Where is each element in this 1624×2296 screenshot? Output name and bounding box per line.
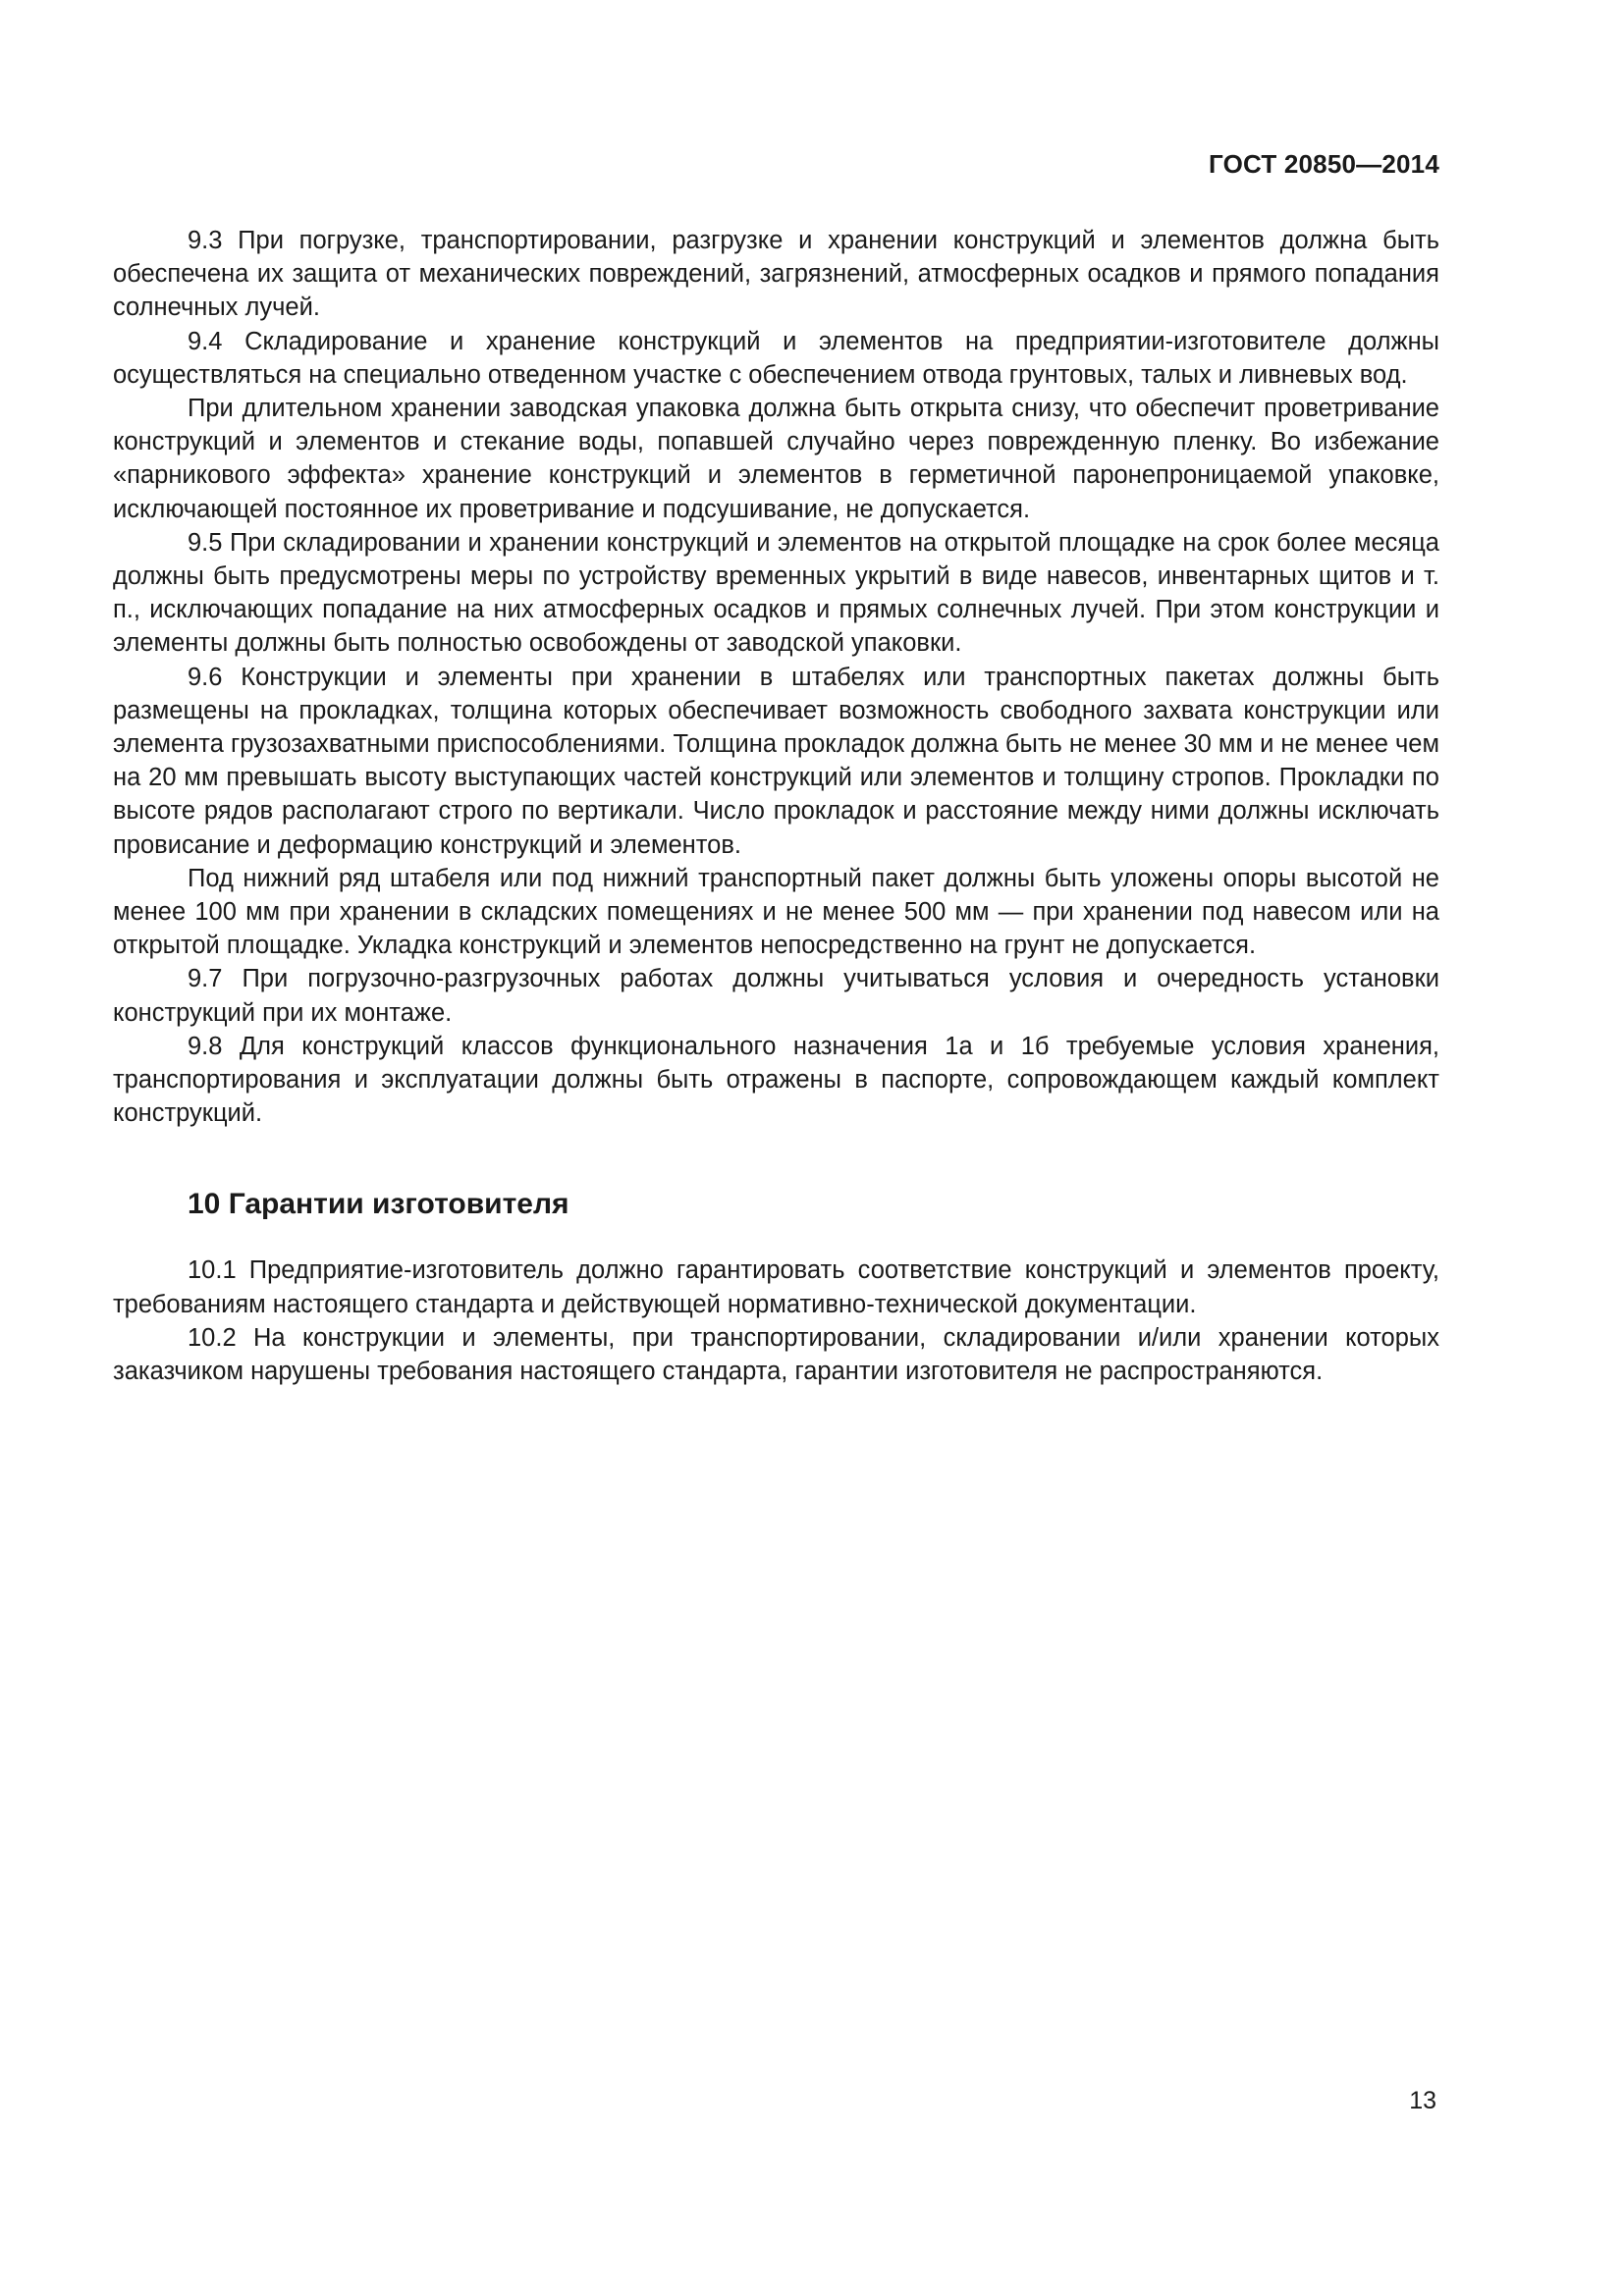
document-body: [113, 224, 1439, 1388]
section-9: [113, 224, 1439, 1130]
paragraph-10-1: 10.1 Предприятие-изготовитель должно гарантировать соответствие конструкций и элементов проекту, требованиям настоящего стандарта и действующей нормативно-технической документации.: [113, 1256, 1439, 1318]
page-number: 13: [1409, 2087, 1436, 2114]
paragraph-9-5: 9.5 При складировании и хранении конструкций и элементов на открытой площадке на срок более месяца должны быть предусмотрены меры по устройству временных укрытий в виде навесов, инвентарных щитов и т. п., исключающих попадание на них атмосферных осадков и прямых солнечных лучей. При этом конструкции и элементы должны быть полностью освобождены от заводской упаковки.: [113, 528, 1439, 658]
section-10: [113, 1254, 1439, 1388]
paragraph-9-7: 9.7 При погрузочно-разгрузочных работах должны учитываться условия и очередность установки конструкций при их монтаже.: [113, 965, 1439, 1027]
paragraph-9-3: 9.3 При погрузке, транспортировании, разгрузке и хранении конструкций и элементов должна быть обеспечена их защита от механических повреждений, загрязнений, атмосферных осадков и прямого попадания солнечных лучей.: [113, 227, 1439, 322]
paragraph-10-2: 10.2 На конструкции и элементы, при транспортировании, складировании и/или хранении которых заказчиком нарушены требования настоящего стандарта, гарантии изготовителя не распространяются.: [113, 1323, 1439, 1386]
paragraph-9-8: 9.8 Для конструкций классов функционального назначения 1а и 1б требуемые условия хранения, транспортирования и эксплуатации должны быть отражены в паспорте, сопровождающем каждый комплект конструкций.: [113, 1032, 1439, 1128]
paragraph-9-4: 9.4 Складирование и хранение конструкций и элементов на предприятии-изготовителе должны осуществляться на специально отведенном участке с обеспечением отвода грунтовых, талых и ливневых вод.: [113, 327, 1439, 389]
section-10-title: 10 Гарантии изготовителя: [188, 1188, 569, 1221]
paragraph-9-6-supports: Под нижний ряд штабеля или под нижний транспортный пакет должны быть уложены опоры высотой не менее 100 мм при хранении в складских помещениях и не менее 500 мм — при хранении под навесом или на открытой площадке. Укладка конструкций и элементов непосредственно на грунт не допускается.: [113, 864, 1439, 960]
paragraph-9-4-storage: При длительном хранении заводская упаковка должна быть открыта снизу, что обеспечит проветривание конструкций и элементов и стекание воды, попавшей случайно через поврежденную пленку. Во избежание «парникового эффекта» хранение конструкций и элементов в герметичной паронепроницаемой упаковке, исключающей постоянное их проветривание и подсушивание, не допускается.: [113, 395, 1439, 523]
paragraph-9-6: 9.6 Конструкции и элементы при хранении в штабелях или транспортных пакетах должны быть размещены на прокладках, толщина которых обеспечивает возможность свободного захвата конструкции или элемента грузозахватными приспособлениями. Толщина прокладок должна быть не менее 30 мм и не менее чем на 20 мм превышать высоту выступающих частей конструкций или элементов и толщину стропов. Прокладки по высоте рядов располагают строго по вертикали. Число прокладок и расстояние между ними должны исключать провисание и деформацию конструкций и элементов.: [113, 663, 1439, 859]
document-header: ГОСТ 20850—2014: [1209, 149, 1439, 179]
